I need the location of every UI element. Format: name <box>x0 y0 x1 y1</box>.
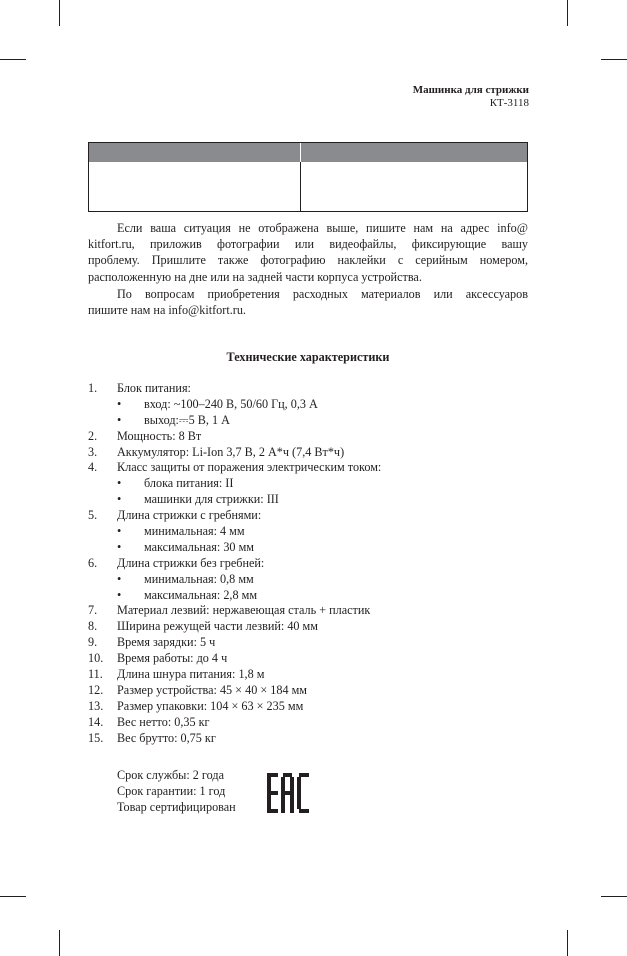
spec-item <box>88 460 528 476</box>
spec-item <box>88 556 528 572</box>
spec-text: блока питания: II <box>144 476 234 491</box>
spec-item <box>88 508 528 524</box>
spec-text: Размер устройства: 45 × 40 × 184 мм <box>117 682 308 697</box>
spec-number: 9. <box>88 635 98 650</box>
spec-subitem <box>88 540 528 556</box>
page-header <box>413 84 529 110</box>
warranty-period: Срок гарантии: 1 год <box>117 784 226 799</box>
spec-number: 12. <box>88 682 104 697</box>
spec-item <box>88 651 528 667</box>
table-cell <box>301 162 527 211</box>
spec-subitem <box>88 476 528 492</box>
spec-number: 5. <box>88 508 98 523</box>
table-row <box>89 162 527 211</box>
spec-number: 10. <box>88 651 104 666</box>
bullet-icon: • <box>117 571 122 586</box>
spec-number: 15. <box>88 730 104 745</box>
spec-text: Длина стрижки без гребней: <box>117 555 265 570</box>
spec-subitem <box>88 397 528 413</box>
spec-number: 13. <box>88 698 104 713</box>
spec-number: 4. <box>88 460 98 475</box>
bullet-icon: • <box>117 587 122 602</box>
spec-text: Размер упаковки: 104 × 63 × 235 мм <box>117 698 304 713</box>
spec-text: Блок питания: <box>117 381 191 395</box>
spec-item <box>88 603 528 619</box>
spec-text: Длина стрижки с гребнями: <box>117 508 262 523</box>
spec-item <box>88 715 528 731</box>
paragraph-line: Если ваша ситуация не отображена выше, пишите нам на адрес info@ <box>117 221 528 235</box>
bullet-icon: • <box>117 524 122 539</box>
spec-item <box>88 635 528 651</box>
bullet-icon: • <box>117 396 122 411</box>
service-life: Срок службы: 2 года <box>117 768 224 782</box>
spec-item <box>88 381 528 397</box>
spec-number: 8. <box>88 619 98 634</box>
spec-text: машинки для стрижки: III <box>144 492 279 507</box>
table-cell <box>89 162 301 211</box>
spec-text: минимальная: 4 мм <box>144 524 245 539</box>
spec-number: 3. <box>88 444 98 459</box>
spec-item <box>88 731 528 747</box>
spec-text: максимальная: 2,8 мм <box>144 587 258 602</box>
spec-number: 2. <box>88 428 98 443</box>
paragraph-line: kitfort.ru, приложив фотографии или видеофайлы, фиксирующие вашу <box>88 237 528 252</box>
bullet-icon: • <box>117 476 122 491</box>
table-header-cell <box>301 143 527 162</box>
paragraph-line: проблему. Пришлите также фотографию наклейки с серийным номером, <box>88 253 528 268</box>
specs-title: Технические характеристики <box>226 350 390 364</box>
crop-mark <box>0 896 26 897</box>
product-title: Машинка для стрижки <box>412 84 529 96</box>
spec-subitem <box>88 524 528 540</box>
spec-text: выход:⎓5 В, 1 А <box>144 412 230 427</box>
paragraph-line: По вопросам приобретения расходных материалов или аксессуаров <box>117 287 528 301</box>
crop-mark <box>601 896 627 897</box>
spec-text: Материал лезвий: нержавеющая сталь + пластик <box>117 603 371 618</box>
spec-item <box>88 619 528 635</box>
spec-item <box>88 429 528 445</box>
specs-list <box>88 381 528 746</box>
spec-subitem <box>88 492 528 508</box>
spec-text: Аккумулятор: Li-Ion 3,7 В, 2 А*ч (7,4 Вт*ч) <box>117 444 345 459</box>
paragraph-line: пишите нам на info@kitfort.ru. <box>88 303 246 318</box>
spec-text: минимальная: 0,8 мм <box>144 571 254 586</box>
spec-text: Длина шнура питания: 1,8 м <box>117 667 265 682</box>
spec-subitem <box>88 413 528 429</box>
crop-mark <box>59 930 60 956</box>
bullet-icon: • <box>117 539 122 554</box>
spec-item <box>88 683 528 699</box>
bullet-icon: • <box>117 412 122 427</box>
spec-subitem <box>88 588 528 604</box>
spec-text: Вес брутто: 0,75 кг <box>117 730 216 745</box>
crop-mark <box>0 59 26 60</box>
spec-item <box>88 699 528 715</box>
spec-number: 7. <box>88 603 98 618</box>
spec-text: максимальная: 30 мм <box>144 539 255 554</box>
spec-item <box>88 667 528 683</box>
bullet-icon: • <box>117 492 122 507</box>
crop-mark <box>601 59 627 60</box>
footer-info <box>117 767 236 816</box>
crop-mark <box>59 0 60 26</box>
spec-number: 6. <box>88 555 98 570</box>
crop-mark <box>567 930 568 956</box>
spec-subitem <box>88 572 528 588</box>
table-header <box>89 143 527 162</box>
eac-mark-icon <box>267 773 309 813</box>
spec-number: 1. <box>88 381 98 395</box>
table-header-cell <box>89 143 301 162</box>
spec-text: Вес нетто: 0,35 кг <box>117 714 210 729</box>
spec-text: вход: ~100–240 В, 50/60 Гц, 0,3 А <box>144 396 318 411</box>
contact-paragraph <box>88 220 528 285</box>
accessories-paragraph <box>88 286 528 318</box>
spec-text: Время работы: до 4 ч <box>117 651 228 666</box>
spec-text: Ширина режущей части лезвий: 40 мм <box>117 619 318 634</box>
product-model: КТ-3118 <box>489 97 529 109</box>
spec-number: 11. <box>88 667 103 682</box>
spec-text: Время зарядки: 5 ч <box>117 635 216 650</box>
crop-mark <box>567 0 568 26</box>
spec-text: Мощность: 8 Вт <box>117 428 202 443</box>
spec-number: 14. <box>88 714 104 729</box>
paragraph-line: расположенную на дне или на задней части корпуса устройства. <box>88 269 422 284</box>
spec-item <box>88 445 528 461</box>
troubleshooting-table <box>88 142 528 212</box>
certification-note: Товар сертифицирован <box>117 800 236 815</box>
spec-text: Класс защиты от поражения электрическим током: <box>117 460 382 475</box>
